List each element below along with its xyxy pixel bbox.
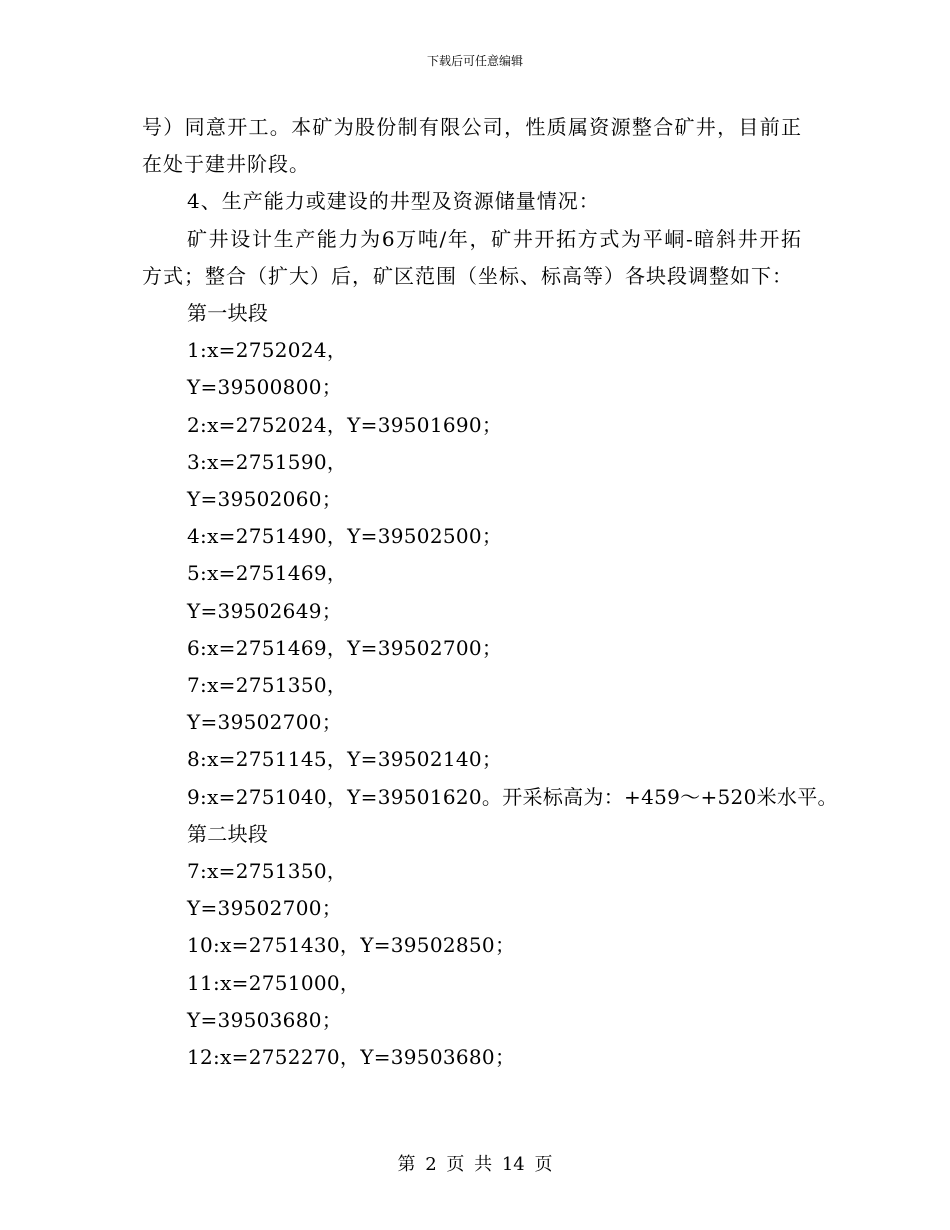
coordinate-line: Y=39502060；: [187, 487, 343, 512]
coordinate-line: 7:x=2751350，: [187, 673, 348, 698]
block-one-heading: 第一块段: [187, 301, 269, 326]
document-body: [142, 109, 838, 1076]
paragraph-start-work: 号）同意开工。本矿为股份制有限公司，性质属资源整合矿井，目前正在处于建井阶段。: [142, 115, 802, 177]
coordinate-line: 2:x=2752024，Y=39501690；: [187, 412, 503, 437]
coordinate-line: 7:x=2751350，: [187, 859, 348, 884]
block-two-heading: 第二块段: [187, 821, 269, 846]
paragraph-capacity-heading: 4、生产能力或建设的井型及资源储量情况：: [187, 189, 600, 214]
coordinate-line: Y=39503680；: [187, 1007, 343, 1032]
coordinate-line: Y=39502700；: [187, 710, 343, 735]
coordinate-line: 1:x=2752024，: [187, 338, 348, 363]
coordinate-line: 12:x=2752270，Y=39503680；: [187, 1045, 516, 1070]
coordinate-line: 9:x=2751040，Y=39501620。开采标高为：+459～+520米水平。: [187, 784, 838, 809]
page-footer: 第 2 页 共 14 页: [397, 1154, 553, 1175]
coordinate-line: 3:x=2751590，: [187, 449, 348, 474]
coordinate-line: 4:x=2751490，Y=39502500；: [187, 524, 503, 549]
paragraph-mine-design: 矿井设计生产能力为6万吨/年，矿井开拓方式为平峒-暗斜井开拓方式；整合（扩大）后，矿区范围（坐标、标高等）各块段调整如下：: [142, 226, 802, 288]
coordinate-line: 8:x=2751145，Y=39502140；: [187, 747, 503, 772]
coordinate-line: Y=39502649；: [187, 598, 343, 623]
page-header: 下载后可任意编辑: [426, 54, 523, 68]
coordinate-line: 11:x=2751000，: [187, 970, 361, 995]
coordinate-line: Y=39502700；: [187, 896, 343, 921]
coordinate-line: 10:x=2751430，Y=39502850；: [187, 933, 516, 958]
coordinate-line: 5:x=2751469，: [187, 561, 348, 586]
coordinate-line: 6:x=2751469，Y=39502700；: [187, 635, 503, 660]
coordinate-line: Y=39500800；: [187, 375, 343, 400]
